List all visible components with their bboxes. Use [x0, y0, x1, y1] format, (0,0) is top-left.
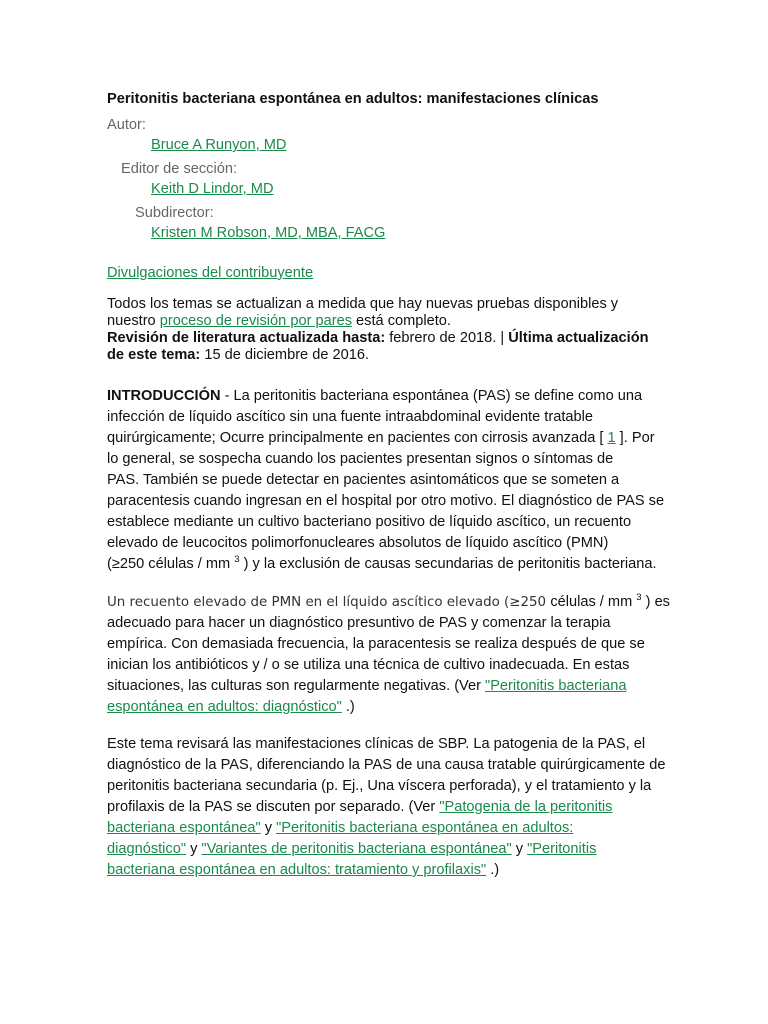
text-line: Este tema revisará las manifestaciones clínicas de SBP. La patogenia de la PAS, el [107, 736, 646, 752]
literature-review-value: febrero de 2018. | [385, 330, 509, 346]
text-line: infección de líquido ascítico sin una fuente intraabdominal evidente tratable [107, 409, 593, 425]
peer-review-link[interactable]: proceso de revisión por pares [159, 313, 352, 329]
section-editor-link[interactable]: Keith D Lindor, MD [151, 181, 274, 197]
text-line [107, 313, 667, 330]
text-line: PAS. También se puede detectar en pacientes asintomáticos que se someten a [107, 472, 620, 488]
last-updated-label: Última actualización [508, 330, 649, 346]
text-line: empírica. Con demasiada frecuencia, la paracentesis se realiza después de que se [107, 636, 645, 652]
pmn-paragraph [107, 592, 670, 718]
text-line [107, 554, 667, 575]
text-line [107, 697, 667, 718]
text-segment: profilaxis de la PAS se discuten por separado. (Ver [107, 799, 440, 815]
text-segment: .) [486, 862, 500, 878]
introduction-paragraph [107, 386, 667, 575]
text-segment: (≥250 células / mm [107, 556, 235, 572]
variants-topic-link[interactable]: "Variantes de peritonitis bacteriana espontánea" [201, 841, 512, 857]
text-segment: Un recuento elevado de PMN en el líquido ascítico elevado (≥250 [107, 595, 551, 610]
text-line [107, 839, 667, 860]
scope-paragraph [107, 734, 667, 881]
section-editor-label: Editor de sección: [121, 161, 238, 177]
text-line [107, 330, 667, 347]
update-paragraph [107, 296, 667, 364]
text-segment: ) y la exclusión de causas secundarias de peritonitis bacteriana. [239, 556, 657, 572]
text-segment: está completo. [352, 313, 451, 329]
text-line [107, 347, 667, 364]
text-segment: células / mm [550, 594, 637, 610]
text-line: diagnóstico de la PAS, diferenciando la PAS de una causa tratable quirúrgicamente de [107, 757, 666, 773]
diagnosis-topic-link[interactable]: "Peritonitis bacteriana [485, 678, 627, 694]
superscript: 3 [234, 554, 240, 565]
text-line: peritonitis bacteriana secundaria (p. Ej., Una víscera perforada), y el tratamiento y la [107, 778, 652, 794]
deputy-editor-link[interactable]: Kristen M Robson, MD, MBA, FACG [151, 225, 386, 241]
text-segment: ) es [641, 594, 670, 610]
text-line: establece mediante un cultivo bacteriano positivo de líquido ascítico, un recuento [107, 514, 632, 530]
literature-review-label: Revisión de literatura actualizada hasta: [107, 330, 386, 346]
contributor-disclosures-link[interactable]: Divulgaciones del contribuyente [107, 265, 314, 281]
text-line: elevado de leucocitos polimorfonucleares absolutos de líquido ascítico (PMN) [107, 535, 609, 551]
diagnosis-topic-link-cont[interactable]: espontánea en adultos: diagnóstico" [107, 699, 342, 715]
text-segment: situaciones, las culturas son regularmente negativas. (Ver [107, 678, 486, 694]
text-line [107, 386, 667, 407]
reference-link-1[interactable]: 1 [607, 430, 616, 446]
text-line: adecuado para hacer un diagnóstico presuntivo de PAS y comenzar la terapia [107, 615, 611, 631]
pathogenesis-topic-link-cont[interactable]: bacteriana espontánea" [107, 820, 261, 836]
text-segment: nuestro [107, 313, 160, 329]
text-line [107, 428, 667, 449]
text-line: paracentesis cuando ingresan en el hospital por otro motivo. El diagnóstico de PAS se [107, 493, 665, 509]
text-line [107, 592, 670, 613]
text-line [107, 676, 667, 697]
diagnosis-adults-topic-link[interactable]: "Peritonitis bacteriana espontánea en adultos: [276, 820, 574, 836]
text-segment: .) [341, 699, 355, 715]
text-line: Todos los temas se actualizan a medida que hay nuevas pruebas disponibles y [107, 296, 619, 312]
text-line: lo general, se sospecha cuando los pacientes presentan signos o síntomas de [107, 451, 614, 467]
treatment-topic-link-cont[interactable]: bacteriana espontánea en adultos: tratamiento y profilaxis" [107, 862, 487, 878]
text-segment: ]. Por [615, 430, 655, 446]
page-title: Peritonitis bacteriana espontánea en adultos: manifestaciones clínicas [107, 91, 599, 107]
pathogenesis-topic-link[interactable]: "Patogenia de la peritonitis [439, 799, 613, 815]
text-line [107, 797, 667, 818]
text-line [107, 818, 667, 839]
text-line: inician los antibióticos y / o se utiliza una técnica de cultivo inadecuada. En estas [107, 657, 630, 673]
text-segment: y [260, 820, 277, 836]
diagnosis-adults-topic-link-cont[interactable]: diagnóstico" [107, 841, 187, 857]
text-line [107, 860, 667, 881]
deputy-editor-label: Subdirector: [135, 205, 214, 221]
superscript: 3 [636, 592, 642, 603]
introduction-heading: INTRODUCCIÓN [107, 388, 221, 404]
treatment-topic-link[interactable]: "Peritonitis [527, 841, 597, 857]
text-segment: y [511, 841, 528, 857]
last-updated-value: 15 de diciembre de 2016. [200, 347, 370, 363]
text-segment: y [186, 841, 202, 857]
author-link[interactable]: Bruce A Runyon, MD [151, 137, 287, 153]
text-segment: - La peritonitis bacteriana espontánea (PAS) se define como una [220, 388, 643, 404]
text-segment: quirúrgicamente; Ocurre principalmente en pacientes con cirrosis avanzada [ [107, 430, 608, 446]
last-updated-label-cont: de este tema: [107, 347, 201, 363]
author-label: Autor: [107, 117, 146, 133]
